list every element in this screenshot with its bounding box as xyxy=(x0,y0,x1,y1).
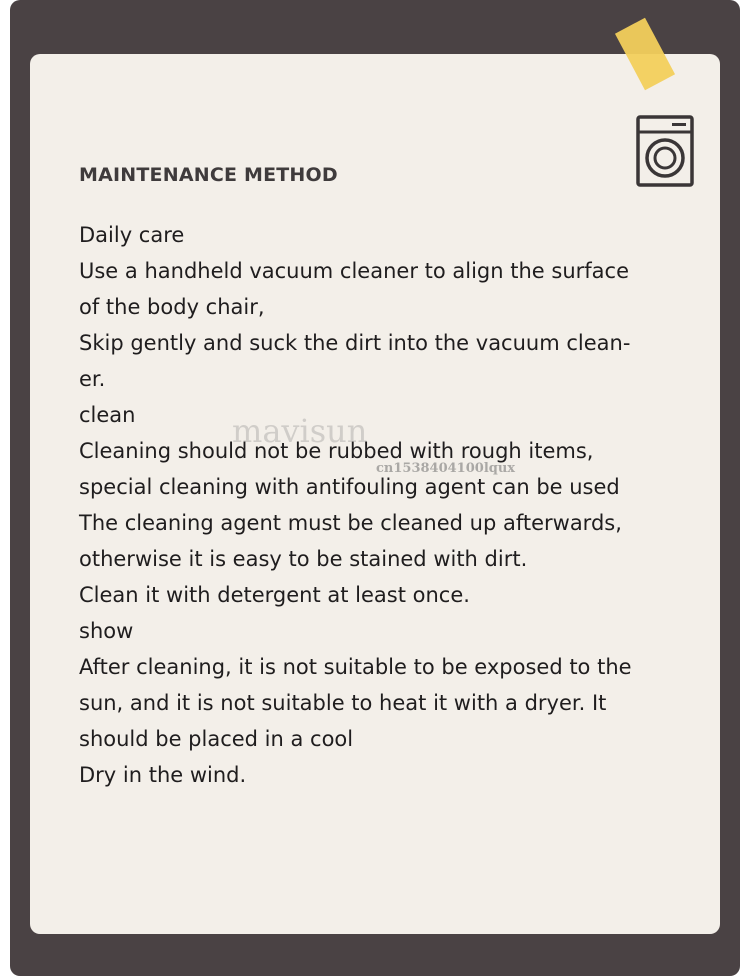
watermark-id: cn1538404100lqux xyxy=(376,461,516,476)
watermark-brand: mavisun xyxy=(232,412,368,450)
text-line: er. xyxy=(79,367,106,391)
text-line: After cleaning, it is not suitable to be exposed to the xyxy=(79,655,632,679)
section-title: MAINTENANCE METHOD xyxy=(79,164,338,186)
text-line: show xyxy=(79,619,134,643)
text-line: clean xyxy=(79,403,136,427)
text-line: Clean it with detergent at least once. xyxy=(79,583,470,607)
text-line: special cleaning with antifouling agent can be used xyxy=(79,475,620,499)
washing-machine-icon xyxy=(636,115,694,187)
text-line: should be placed in a cool xyxy=(79,727,354,751)
text-line: of the body chair, xyxy=(79,295,265,319)
text-line: Dry in the wind. xyxy=(79,763,247,787)
text-line: Skip gently and suck the dirt into the vacuum clean- xyxy=(79,331,631,355)
text-line: Daily care xyxy=(79,223,185,247)
text-line: Cleaning should not be rubbed with rough items, xyxy=(79,439,594,463)
text-line: Use a handheld vacuum cleaner to align the surface xyxy=(79,259,629,283)
text-line: sun, and it is not suitable to heat it with a dryer. It xyxy=(79,691,607,715)
text-line: The cleaning agent must be cleaned up afterwards, xyxy=(79,511,622,535)
text-line: otherwise it is easy to be stained with dirt. xyxy=(79,547,528,571)
maintenance-instructions xyxy=(79,217,679,793)
